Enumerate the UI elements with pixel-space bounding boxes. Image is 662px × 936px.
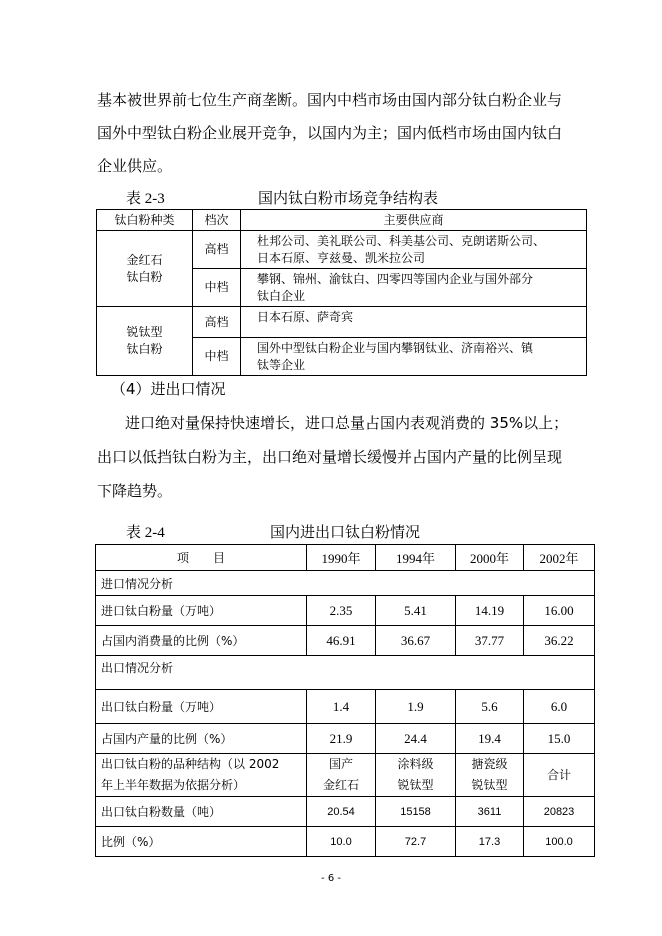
table-row bbox=[96, 690, 595, 724]
type-text: 钛白粉 bbox=[126, 342, 163, 356]
supplier-text: 日本石原、萨奇宾 bbox=[257, 310, 354, 324]
table-header-row bbox=[97, 210, 587, 231]
value-cell: 2.35 bbox=[307, 596, 376, 626]
paragraph-line: 企业供应。 bbox=[97, 157, 173, 175]
table-row bbox=[96, 754, 595, 797]
category-line: 搪瓷级 bbox=[471, 757, 508, 771]
value-cell: 17.3 bbox=[456, 827, 524, 857]
grade-cell: 中档 bbox=[193, 338, 241, 376]
value-cell: 6.0 bbox=[524, 690, 595, 724]
value-cell: 1.9 bbox=[376, 690, 456, 724]
value-cell: 3611 bbox=[456, 797, 524, 827]
value-cell: 21.9 bbox=[307, 724, 376, 754]
market-structure-table bbox=[96, 209, 587, 376]
value-cell: 24.4 bbox=[376, 724, 456, 754]
table-row bbox=[96, 626, 595, 656]
value-cell: 19.4 bbox=[456, 724, 524, 754]
table-row bbox=[96, 724, 595, 754]
section-heading: （4）进出口情况 bbox=[111, 380, 226, 398]
supplier-cell bbox=[241, 338, 587, 376]
value-cell: 20.54 bbox=[307, 797, 376, 827]
value-cell: 100.0 bbox=[524, 827, 595, 857]
supplier-text: 攀钢、锦州、渝钛白、四零四等国内企业与国外部分 bbox=[257, 272, 534, 286]
paragraph-line: 国外中型钛白粉企业展开竞争，以国内为主；国内低档市场由国内钛白 bbox=[97, 124, 563, 142]
category-line: 涂料级 bbox=[397, 757, 434, 771]
year-header: 1990年 bbox=[307, 545, 376, 571]
supplier-text: 国外中型钛白粉企业与国内攀钢钛业、济南裕兴、镇 bbox=[257, 341, 534, 355]
section-row bbox=[96, 571, 595, 596]
value-cell: 15158 bbox=[376, 797, 456, 827]
header-cell: 主要供应商 bbox=[241, 210, 587, 231]
header-cell: 项 目 bbox=[96, 545, 307, 571]
category-line: 锐钛型 bbox=[397, 778, 434, 792]
value-cell: 16.00 bbox=[524, 596, 595, 626]
value-cell: 37.77 bbox=[456, 626, 524, 656]
category-cell bbox=[376, 754, 456, 797]
paragraph-line: 下降趋势。 bbox=[97, 482, 173, 500]
category-cell bbox=[307, 754, 376, 797]
table-2-3-title: 国内钛白粉市场竞争结构表 bbox=[258, 189, 439, 207]
table-2-4-label: 表 2-4 bbox=[126, 525, 165, 541]
paragraph-line: 出口以低挡钛白粉为主，出口绝对量增长缓慢并占国内产量的比例呈现 bbox=[97, 448, 563, 466]
value-cell: 10.0 bbox=[307, 827, 376, 857]
value-cell: 5.41 bbox=[376, 596, 456, 626]
row-label: 出口钛白粉数量（吨） bbox=[96, 797, 307, 827]
table-row bbox=[96, 827, 595, 857]
value-cell: 15.0 bbox=[524, 724, 595, 754]
category-line: 金红石 bbox=[322, 778, 359, 792]
year-header: 2002年 bbox=[524, 545, 595, 571]
supplier-cell bbox=[241, 231, 587, 269]
value-cell: 72.7 bbox=[376, 827, 456, 857]
paragraph-line: 基本被世界前七位生产商垄断。国内中档市场由国内部分钛白粉企业与 bbox=[97, 91, 563, 109]
supplier-cell bbox=[241, 269, 587, 307]
header-cell: 钛白粉种类 bbox=[97, 210, 193, 231]
value-cell: 46.91 bbox=[307, 626, 376, 656]
grade-cell: 高档 bbox=[193, 231, 241, 269]
row-label bbox=[96, 754, 307, 797]
section-row bbox=[96, 656, 595, 690]
row-label: 进口钛白粉量（万吨） bbox=[96, 596, 307, 626]
table-row bbox=[97, 307, 587, 338]
category-cell: 合计 bbox=[524, 754, 595, 797]
value-cell: 20823 bbox=[524, 797, 595, 827]
category-line: 国产 bbox=[328, 757, 353, 771]
year-header: 2000年 bbox=[456, 545, 524, 571]
table-row bbox=[96, 797, 595, 827]
page-number: - 6 - bbox=[321, 873, 341, 884]
type-cell bbox=[97, 307, 193, 376]
row-label: 出口钛白粉量（万吨） bbox=[96, 690, 307, 724]
table-row bbox=[97, 231, 587, 269]
supplier-text: 钛白企业 bbox=[257, 289, 306, 303]
row-label: 比例（%） bbox=[96, 827, 307, 857]
grade-cell: 高档 bbox=[193, 307, 241, 338]
section-label: 进口情况分析 bbox=[96, 571, 595, 596]
value-cell: 5.6 bbox=[456, 690, 524, 724]
row-label-line: 年上半年数据为依据分析） bbox=[101, 778, 246, 792]
category-cell bbox=[456, 754, 524, 797]
type-text: 钛白粉 bbox=[126, 269, 163, 284]
category-line: 锐钛型 bbox=[471, 778, 508, 792]
table-2-3-label: 表 2-3 bbox=[126, 191, 165, 207]
grade-cell: 中档 bbox=[193, 269, 241, 307]
value-cell: 36.67 bbox=[376, 626, 456, 656]
type-cell bbox=[97, 231, 193, 307]
import-export-table bbox=[95, 544, 595, 857]
value-cell: 36.22 bbox=[524, 626, 595, 656]
row-label-line: 出口钛白粉的品种结构（以 2002 bbox=[101, 757, 280, 771]
year-header: 1994年 bbox=[376, 545, 456, 571]
section-label: 出口情况分析 bbox=[96, 656, 595, 690]
value-cell: 1.4 bbox=[307, 690, 376, 724]
supplier-cell bbox=[241, 307, 587, 338]
row-label: 占国内消费量的比例（%） bbox=[96, 626, 307, 656]
table-header-row bbox=[96, 545, 595, 571]
value-cell: 14.19 bbox=[456, 596, 524, 626]
supplier-text: 杜邦公司、美礼联公司、科美基公司、克朗诺斯公司、 bbox=[257, 234, 546, 248]
table-row bbox=[96, 596, 595, 626]
table-2-4-title: 国内进出口钛白粉情况 bbox=[270, 523, 421, 541]
paragraph-line: 进口绝对量保持快速增长，进口总量占国内表观消费的 35%以上； bbox=[125, 414, 569, 432]
supplier-text: 钛等企业 bbox=[257, 358, 306, 372]
type-text: 金红石 bbox=[126, 252, 163, 267]
row-label: 占国内产量的比例（%） bbox=[96, 724, 307, 754]
type-text: 锐钛型 bbox=[126, 325, 163, 339]
supplier-text: 日本石原、亨兹曼、凯米拉公司 bbox=[257, 251, 426, 265]
header-cell: 档次 bbox=[193, 210, 241, 231]
